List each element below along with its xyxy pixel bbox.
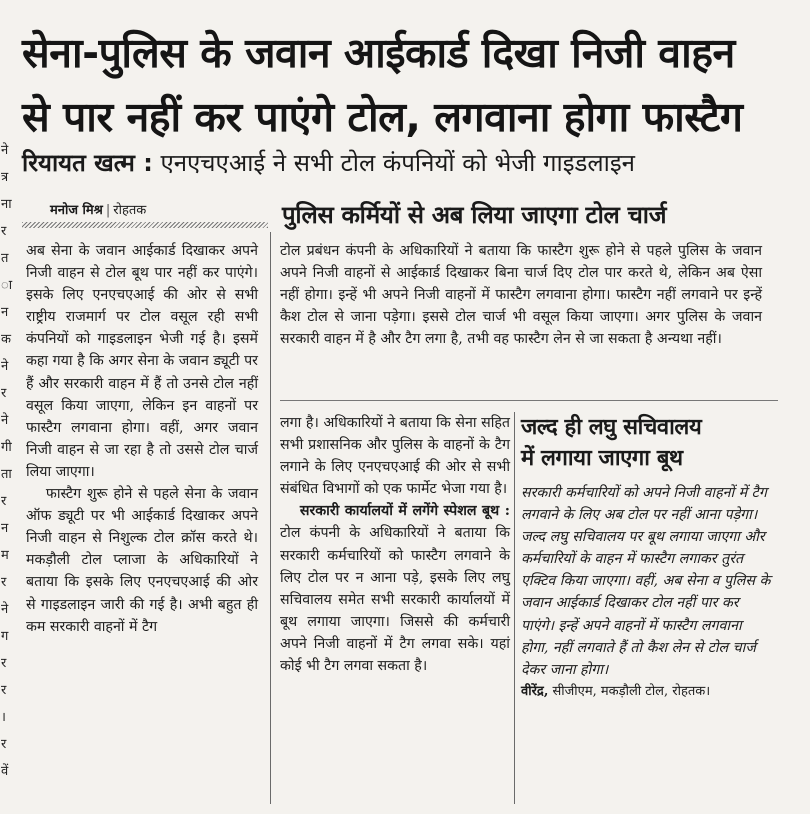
byline-separator: | [105, 203, 111, 218]
byline-author: मनोज मिश्र [50, 203, 103, 218]
article-column-b [280, 240, 762, 350]
subheadline-lead: रियायत खत्म : [22, 149, 153, 177]
article-paragraph: अब सेना के जवान आईकार्ड दिखाकर अपने निजी वाहन से टोल बूथ पार नहीं कर पाएंगे। इसके लिए एनएचएआई की ओर से सभी राष्ट्रीय राजमार्ग पर टोल वसूल रही सभी कंपनियों को गाइडलाइन भेजी गई है। इसमें कहा गया है कि अगर सेना के जवान ड्यूटी पर हैं और सरकारी वाहन में हैं तो उनसे टोल नहीं वसूल किया जाएगा, लेकिन इन वाहनों पर फास्टैग लगवाना होगा। वहीं, अगर जवान निजी वाहन से जा रहा है तो उससे टोल चार्ज लिया जाएगा। [26, 243, 258, 480]
margin-fragment: न [1, 305, 9, 320]
section-divider [280, 400, 778, 401]
article-column-c [280, 412, 510, 677]
margin-fragment: र [1, 494, 7, 509]
adjacent-column-fragments [0, 140, 14, 810]
section-subheading: सरकारी कार्यालयों में लगेंगे स्पेशल बूथ : [299, 503, 510, 520]
margin-fragment: त [1, 251, 9, 266]
margin-fragment: र [1, 683, 7, 698]
column-divider [514, 412, 515, 804]
margin-fragment: ने [1, 359, 9, 374]
margin-fragment: र [1, 386, 7, 401]
quote-box-heading-2: में लगाया जाएगा बूथ [521, 446, 683, 471]
margin-fragment: गी [1, 440, 12, 455]
margin-fragment: र [1, 737, 7, 752]
article-paragraph: फास्टैग शुरू होने से पहले सेना के जवान ऑफ ड्यूटी पर भी आईकार्ड दिखाकर अपने निजी वाहन से निशुल्क टोल क्रॉस करते थे। मकड़ौली टोल प्लाजा के अधिकारियों ने बताया कि इसके लिए एनएचएआई की ओर से गाइडलाइन जारी की गई है। अभी बहुत ही कम सरकारी वाहनों में टैग [26, 486, 258, 635]
margin-fragment: ने [1, 143, 9, 158]
article-paragraph: टोल कंपनी के अधिकारियों ने बताया कि सरकारी कर्मचारियों को फास्टैग लगवाने के लिए टोल पर न आना पड़े, इसके लिए लघु सचिवालय समेत सभी सरकारी कार्यालयों में बूथ लगाया जाएगा। जिससे की कर्मचारी अपने निजी वाहनों में टैग लगवा सके। यहां कोई भी टैग लगवा सकता है। [280, 525, 510, 675]
margin-fragment: क [1, 332, 11, 347]
margin-fragment: त्र [1, 170, 9, 185]
margin-fragment: वें [1, 764, 9, 779]
byline [50, 200, 146, 218]
article-column-a [26, 240, 258, 638]
margin-fragment: न [1, 521, 9, 536]
second-headline: पुलिस कर्मियों से अब लिया जाएगा टोल चार्ज [282, 201, 667, 229]
quote-box-heading-1: जल्द ही लघु सचिवालय [521, 415, 702, 440]
subheadline-text: एनएचएआई ने सभी टोल कंपनियों को भेजी गाइडलाइन [152, 149, 635, 177]
margin-fragment: ग [1, 629, 9, 644]
margin-fragment: र [1, 656, 7, 671]
quote-credit [521, 681, 773, 703]
margin-fragment: र [1, 575, 7, 590]
margin-fragment: ना [1, 197, 12, 212]
margin-fragment: ता [1, 467, 12, 482]
margin-fragment: ने [1, 413, 9, 428]
margin-fragment: ने [1, 602, 9, 617]
quote-credit-role: सीजीएम, मकड़ौली टोल, रोहतक। [548, 683, 711, 699]
quote-box-body: सरकारी कर्मचारियों को अपने निजी वाहनों में टैग लगवाने के लिए अब टोल पर नहीं आना पड़ेगा। जल्द लघु सचिवालय पर बूथ लगाया जाएगा और कर्मचारियों के वाहन में फास्टैग लगाकर तुरंत एक्टिव किया जाएगा। वहीं, अब सेना व पुलिस के जवान आईकार्ड दिखाकर टोल नहीं पार कर पाएंगे। इन्हें अपने वाहनों में फास्टैग लगवाना होगा, नहीं लगवाते हैं तो कैश लेन से टोल चार्ज देकर जाना होगा। [521, 485, 771, 678]
column-divider [270, 232, 271, 804]
headline-line-1: सेना-पुलिस के जवान आईकार्ड दिखा निजी वाहन [22, 29, 735, 77]
headline-line-2: से पार नहीं कर पाएंगे टोल, लगवाना होगा फास्टैग [22, 93, 743, 141]
article-paragraph: टोल प्रबंधन कंपनी के अधिकारियों ने बताया कि फास्टैग शुरू होने से पहले पुलिस के जवान अपने निजी वाहनों से आईकार्ड दिखाकर बिना चार्ज दिए टोल पार करते थे, लेकिन अब ऐसा नहीं होगा। इन्हें भी अपने निजी वाहनों में फास्टैग लगवाना होगा। फास्टैग नहीं लगवाने पर इन्हें कैश टोल से जाना पड़ेगा। इससे टोल चार्ज भी वसूल किया जाएगा। अगर पुलिस के जवान सरकारी वाहन में है और टैग लगा है, तभी वह फास्टैग लेन से जा सकता है अन्यथा नहीं। [280, 243, 762, 348]
margin-fragment: ा [1, 278, 13, 293]
margin-fragment: र [1, 224, 7, 239]
margin-fragment: म [1, 548, 9, 563]
quote-credit-name: वीरेंद्र, [521, 683, 549, 699]
byline-rule [22, 222, 268, 228]
byline-place: रोहतक [113, 203, 147, 218]
article-paragraph: लगा है। अधिकारियों ने बताया कि सेना सहित सभी प्रशासनिक और पुलिस के वाहनों के टैग लगाने के लिए एनएचएआई की ओर से सभी संबंधित विभागों को एक फार्मेट भेजा गया है। [280, 415, 510, 498]
subheadline [22, 146, 802, 179]
margin-fragment: । [1, 710, 6, 725]
quote-box [521, 412, 773, 703]
